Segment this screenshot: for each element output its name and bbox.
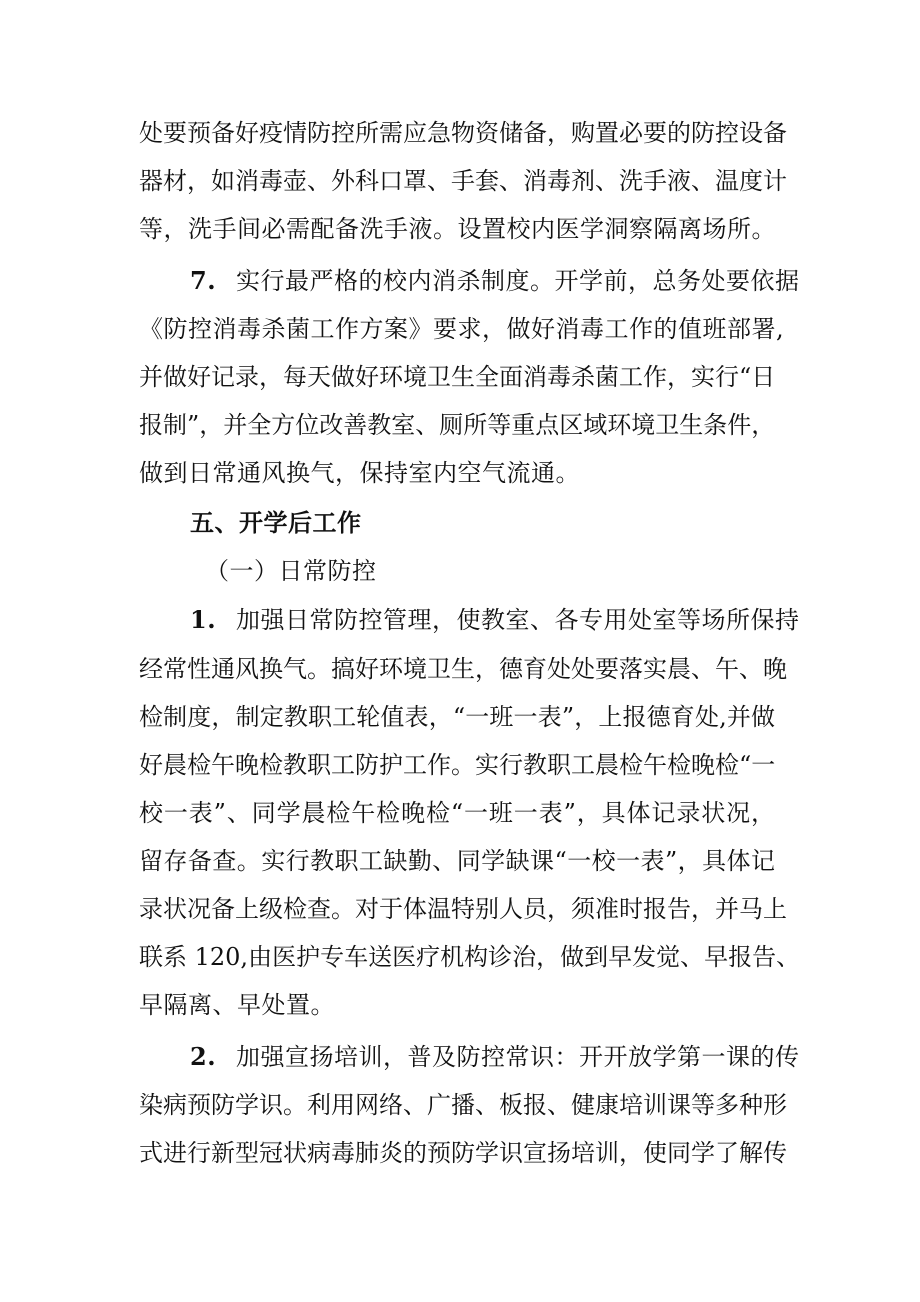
paragraph-line: 处要预备好疫情防控所需应急物资储备，购置必要的防控设备 (139, 119, 787, 147)
paragraph-line: 留存备查。实行教职工缺勤、同学缺课“一校一表”，具体记 (139, 847, 775, 875)
paragraph-line: 并做好记录，每天做好环境卫生全面消毒杀菌工作，实行“日 (139, 363, 776, 391)
paragraph-line: 加强日常防控管理，使教室、各专用处室等场所保持 (236, 606, 800, 634)
paragraph-line: 实行最严格的校内消杀制度。开学前，总务处要依据 (236, 267, 800, 295)
item-number: 1. (190, 605, 217, 634)
item-number: 7. (190, 266, 217, 295)
paragraph-line: 《防控消毒杀菌工作方案》要求，做好消毒工作的值班部署, (139, 315, 785, 343)
list-item-1 (190, 605, 800, 635)
section-heading: 五、开学后工作 (190, 508, 362, 537)
paragraph-line: 器材，如消毒壶、外科口罩、手套、消毒剂、洗手液、温度计 (139, 167, 787, 195)
paragraph-line: 报制”，并全方位改善教室、厕所等重点区域环境卫生条件， (139, 411, 776, 439)
paragraph-line: 好晨检午晚检教职工防护工作。实行教职工晨检午检晚检“一 (139, 751, 776, 779)
paragraph-line: 经常性通风换气。搞好环境卫生，德育处处要落实晨、午、晚 (139, 655, 787, 683)
subsection-heading: （一）日常防控 (205, 557, 377, 585)
list-item-7 (190, 266, 800, 296)
list-item-2 (190, 1042, 800, 1072)
item-number: 2. (190, 1042, 217, 1071)
paragraph-line: 加强宣扬培训，普及防控常识：开开放学第一课的传 (236, 1043, 800, 1071)
paragraph-line: 做到日常通风换气，保持室内空气流通。 (139, 459, 580, 487)
paragraph-line: 检制度，制定教职工轮值表，“一班一表”，上报德育处,并做 (139, 703, 775, 731)
paragraph-line: 式进行新型冠状病毒肺炎的预防学识宣扬培训，使同学了解传 (139, 1139, 787, 1167)
paragraph-line: 早隔离、早处置。 (139, 991, 335, 1019)
paragraph-line: 录状况备上级检查。对于体温特别人员，须准时报告，并马上 (139, 895, 787, 923)
paragraph-line: 联系 120,由医护专车送医疗机构诊治，做到早发觉、早报告、 (139, 943, 801, 971)
paragraph-line: 染病预防学识。利用网络、广播、板报、健康培训课等多种形 (139, 1091, 787, 1119)
paragraph-line: 校一表”、同学晨检午检晚检“一班一表”，具体记录状况， (139, 799, 775, 827)
paragraph-line: 等，洗手间必需配备洗手液。设置校内医学洞察隔离场所。 (139, 215, 776, 243)
